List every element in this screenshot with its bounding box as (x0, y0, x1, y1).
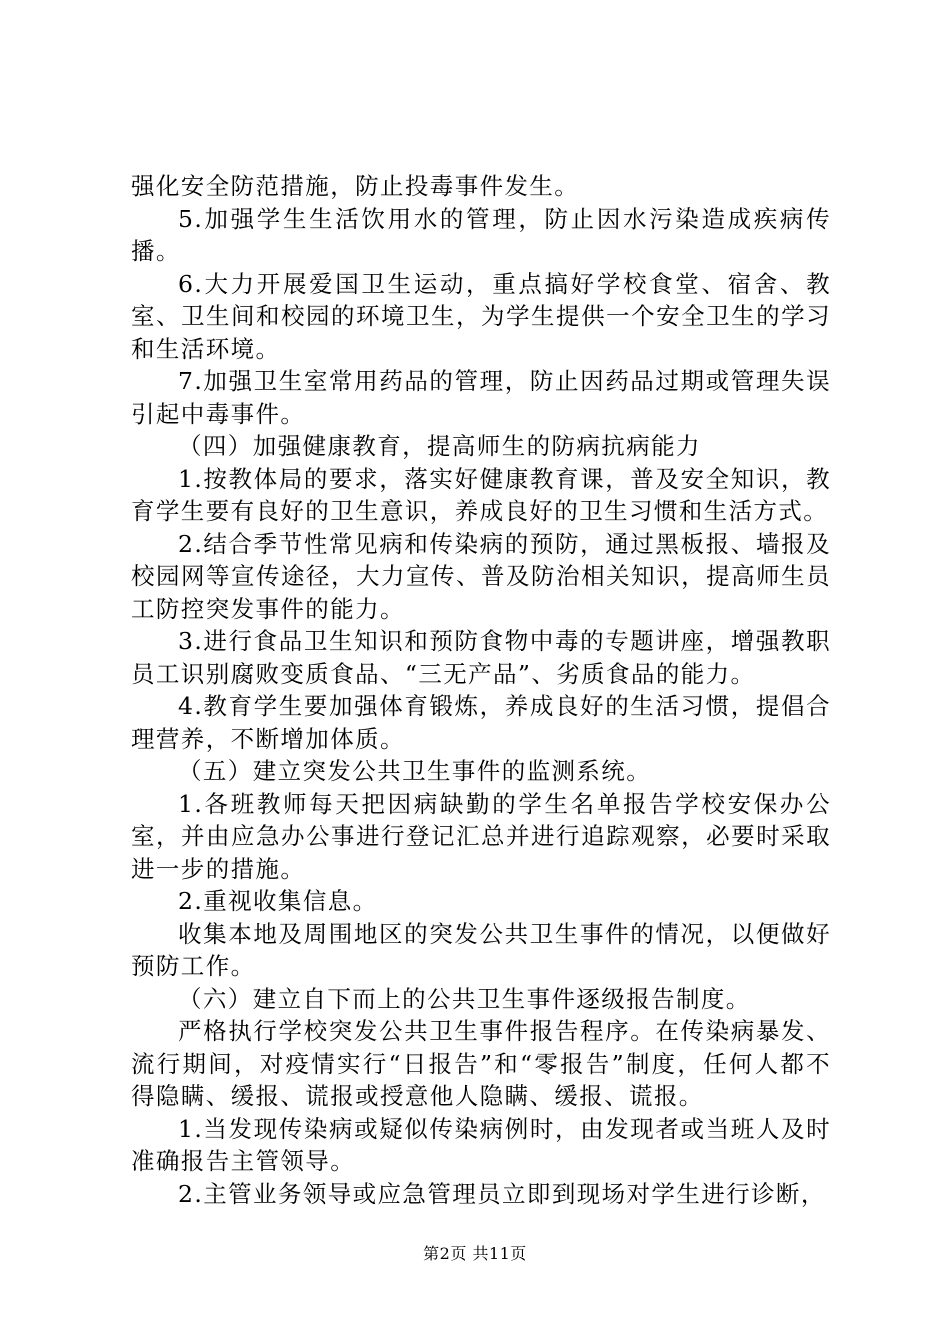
paragraph: 3.进行食品卫生知识和预防食物中毒的专题讲座，增强教职员工识别腐败变质食品、“三无产品”、劣质食品的能力。 (131, 627, 831, 688)
section-heading: （四）加强健康教育，提高师生的防病抗病能力 (178, 432, 701, 460)
paragraph: 1.按教体局的要求，落实好健康教育课，普及安全知识，教育学生要有良好的卫生意识，养成良好的卫生习惯和生活方式。 (131, 464, 831, 525)
paragraph: 强化安全防范措施，防止投毒事件发生。 (131, 172, 580, 200)
paragraph: 2.重视收集信息。 (178, 887, 378, 915)
paragraph: 7.加强卫生室常用药品的管理，防止因药品过期或管理失误引起中毒事件。 (131, 367, 831, 428)
paragraph: 4.教育学生要加强体育锻炼，养成良好的生活习惯，提倡合理营养，不断增加体质。 (131, 692, 831, 753)
paragraph: 严格执行学校突发公共卫生事件报告程序。在传染病暴发、流行期间，对疫情实行“日报告”和“零报告”制度，任何人都不得隐瞒、缓报、谎报或授意他人隐瞒、缓报、谎报。 (131, 1017, 831, 1110)
paragraph: 收集本地及周围地区的突发公共卫生事件的情况，以便做好预防工作。 (131, 919, 831, 980)
page-number-footer: 第2页 共11页 (423, 1244, 527, 1263)
paragraph: 6.大力开展爱国卫生运动，重点搞好学校食堂、宿舍、教室、卫生间和校园的环境卫生，为学生提供一个安全卫生的学习和生活环境。 (131, 269, 831, 363)
paragraph: 2.主管业务领导或应急管理员立即到现场对学生进行诊断， (178, 1179, 826, 1208)
paragraph: 1.当发现传染病或疑似传染病例时，由发现者或当班人及时准确报告主管领导。 (131, 1114, 831, 1175)
paragraph: 5.加强学生生活饮用水的管理，防止因水污染造成疾病传播。 (131, 204, 831, 265)
paragraph: 2.结合季节性常见病和传染病的预防，通过黑板报、墙报及校园网等宣传途径，大力宣传、普及防治相关知识，提高师生员工防控突发事件的能力。 (131, 529, 831, 623)
document-body (131, 170, 831, 1210)
section-heading: （六）建立自下而上的公共卫生事件逐级报告制度。 (178, 984, 751, 1013)
section-heading: （五）建立突发公共卫生事件的监测系统。 (178, 757, 652, 785)
paragraph: 1.各班教师每天把因病缺勤的学生名单报告学校安保办公室，并由应急办公事进行登记汇总并进行追踪观察，必要时采取进一步的措施。 (131, 789, 831, 883)
